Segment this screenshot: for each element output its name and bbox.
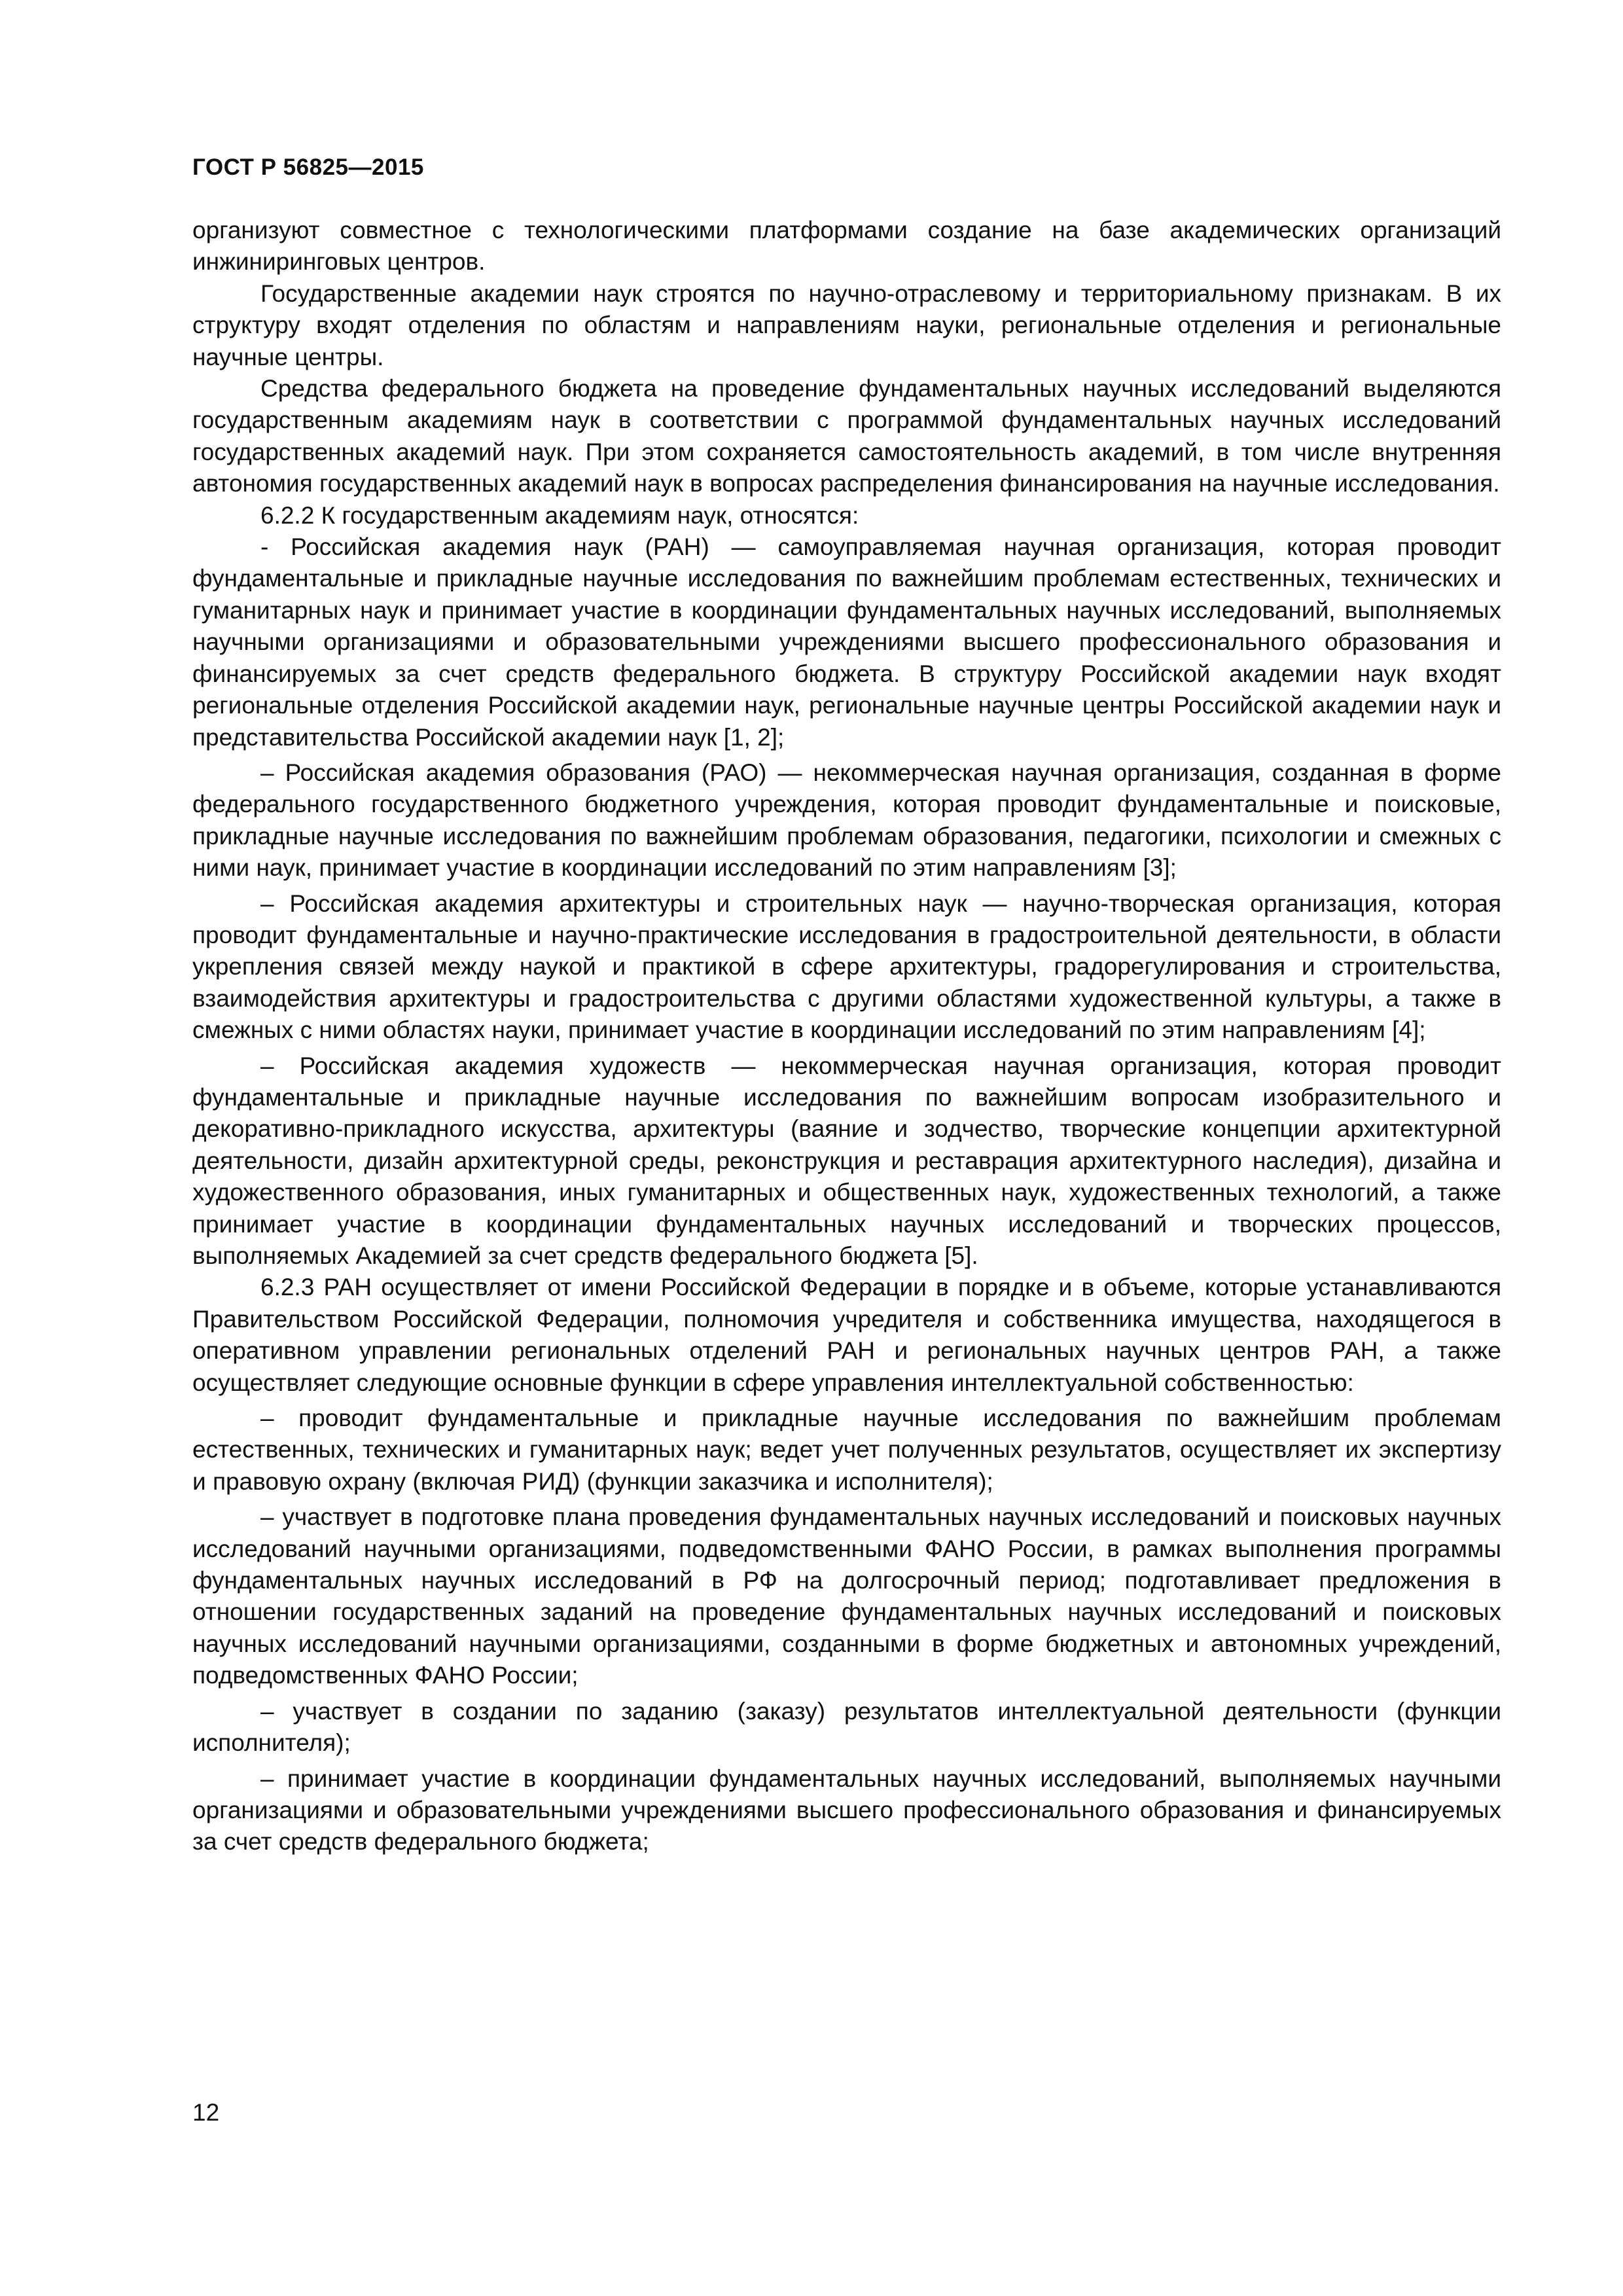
clause-6-2-3: 6.2.3 РАН осуществляет от имени Российской Федерации в порядке и в объеме, которые устанавливаются Правительством Российской Федерации, полномочия учредителя и собственника имущества, находящегося в оперативном управлении региональных отделений РАН и региональных научных центров РАН, а также осуществляет следующие основные функции в сфере управления интеллектуальной собственностью: <box>192 1274 1501 1396</box>
list-item-rao: – Российская академия образования (РАО) — некоммерческая научная организация, созданная в форме федерального государственного бюджетного учреждения, которая проводит фундаментальные и поисковые, прикладные научные исследования по важнейшим проблемам образования, педагогики, психологии и смежных с ними наук, принимает участие в координации исследований по этим направлениям [3]; <box>192 759 1501 882</box>
document-body <box>192 215 1501 1858</box>
list-item-function-planning: – участвует в подготовке плана проведения фундаментальных научных исследований и поисковых научных исследований научными организациями, подведомственными ФАНО России, в рамках выполнения программы фундаментальных научных исследований в РФ на долгосрочный период; подготавливает предложения в отношении государственных заданий на проведение фундаментальных научных исследований и поисковых научных исследований научными организациями, созданными в форме бюджетных и автономных учреждений, подведомственных ФАНО России; <box>192 1503 1501 1689</box>
list-item-function-coordination: – принимает участие в координации фундаментальных научных исследований, выполняемых научными организациями и образовательными учреждениями высшего профессионального образования и финансируемых за счет средств федерального бюджета; <box>192 1765 1501 1856</box>
list-item-rah: – Российская академия художеств — некоммерческая научная организация, которая проводит фундаментальные и прикладные научные исследования по важнейшим вопросам изобразительного и декоративно-прикладного искусства, архитектуры (ваяние и зодчество, творческие концепции архитектурной деятельности, дизайн архитектурной среды, реконструкция и реставрация архитектурного наследия), дизайна и художественного образования, иных гуманитарных и общественных наук, художественных технологий, а также принимает участие в координации фундаментальных научных исследований и творческих процессов, выполняемых Академией за счет средств федерального бюджета [5]. <box>192 1052 1501 1269</box>
list-item-function-creation: – участвует в создании по заданию (заказу) результатов интеллектуальной деятельности (функции исполнителя); <box>192 1697 1501 1757</box>
list-item-function-research: – проводит фундаментальные и прикладные научные исследования по важнейшим проблемам естественных, технических и гуманитарных наук; ведет учет полученных результатов, осуществляет их экспертизу и правовую охрану (включая РИД) (функции заказчика и исполнителя); <box>192 1405 1501 1495</box>
page-number: 12 <box>192 2099 220 2126</box>
paragraph-continuation: организуют совместное с технологическими платформами создание на базе академических организаций инжиниринговых центров. <box>192 217 1501 276</box>
document-header: ГОСТ Р 56825—2015 <box>192 154 424 180</box>
paragraph-budget-funding: Средства федерального бюджета на проведение фундаментальных научных исследований выделяются государственным академиям наук в соответствии с программой фундаментальных научных исследований государственных академий наук. При этом сохраняется самостоятельность академий, в том числе внутренняя автономия государственных академий наук в вопросах распределения финансирования на научные исследования. <box>192 375 1501 497</box>
list-item-ran: - Российская академия наук (РАН) — самоуправляемая научная организация, которая проводит фундаментальные и прикладные научные исследования по важнейшим проблемам естественных, технических и гуманитарных наук и принимает участие в координации фундаментальных научных исследований, выполняемых научными организациями и образовательными учреждениями высшего профессионального образования и финансируемых за счет средств федерального бюджета. В структуру Российской академии наук входят региональные отделения Российской академии наук, региональные научные центры Российской академии наук и представительства Российской академии наук [1, 2]; <box>192 533 1501 751</box>
clause-6-2-2-heading: 6.2.2 К государственным академиям наук, относятся: <box>260 501 859 529</box>
paragraph-academies-structure: Государственные академии наук строятся по научно-отраслевому и территориальному признакам. В их структуру входят отделения по областям и направлениям науки, региональные отделения и региональные научные центры. <box>192 279 1501 370</box>
list-item-raasn: – Российская академия архитектуры и строительных наук — научно-творческая организация, которая проводит фундаментальные и научно-практические исследования в градостроительной деятельности, в области укрепления связей между наукой и практикой в сфере архитектуры, градорегулирования и строительства, взаимодействия архитектуры и градостроительства с другими областями художественной культуры, а также в смежных с ними областях науки, принимает участие в координации исследований по этим направлениям [4]; <box>192 889 1501 1044</box>
